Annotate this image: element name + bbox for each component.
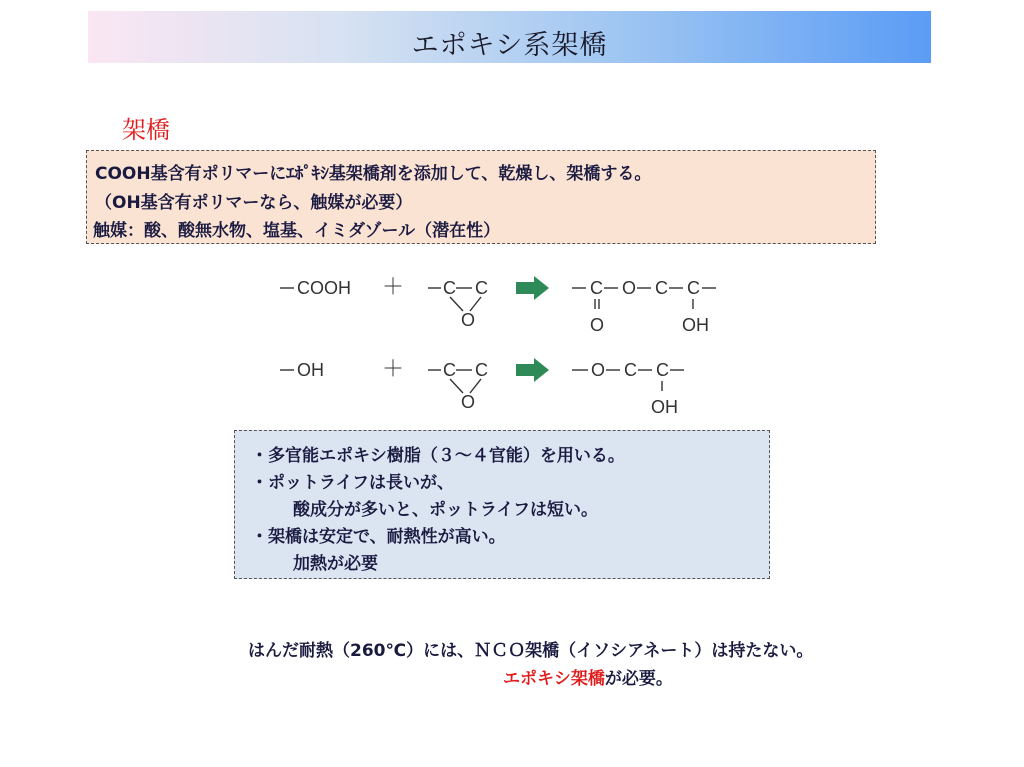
r2-arrow-icon xyxy=(516,358,549,382)
notes-line-5: 加熱が必要 xyxy=(293,554,378,574)
title-bar xyxy=(88,11,931,63)
r1-prod-c2: C xyxy=(655,278,668,298)
r2-epoxy-c2: C xyxy=(475,360,488,380)
notes-line-1: ・多官能エポキシ樹脂（３～４官能）を用いる。 xyxy=(251,446,625,466)
notes-line-4: ・架橋は安定で、耐熱性が高い。 xyxy=(251,527,506,547)
r1-epoxy-c2: C xyxy=(475,278,488,298)
reaction-1 xyxy=(280,274,716,335)
r1-arrow-icon xyxy=(516,276,549,300)
bottom-line-1: はんだ耐熱（260℃）には、ＮＣＯ架橋（イソシアネート）は持たない。 xyxy=(248,641,814,661)
bottom-line-2 xyxy=(503,664,673,689)
r1-plus: ＋ xyxy=(382,274,405,299)
r2-plus: ＋ xyxy=(382,356,405,381)
r1-carbonyl-o: O xyxy=(590,315,605,335)
summary-line-2: （OH基含有ポリマーなら、触媒が必要） xyxy=(95,193,413,213)
bottom-rest: が必要。 xyxy=(604,669,673,689)
r1-epoxy-c1: C xyxy=(443,278,456,298)
r2-prod-c1: C xyxy=(624,360,637,380)
r1-prod-o: O xyxy=(622,278,637,298)
notes-box xyxy=(234,430,770,579)
reaction-scheme xyxy=(270,268,750,420)
r2-prod-oh: OH xyxy=(651,397,678,417)
r1-reactant: COOH xyxy=(297,278,351,298)
reaction-2 xyxy=(280,356,684,417)
r2-epoxy-o: O xyxy=(461,392,476,412)
r1-prod-c1: C xyxy=(590,278,603,298)
r1-prod-c3: C xyxy=(687,278,700,298)
r1-epoxy-o: O xyxy=(461,310,476,330)
summary-line-1: COOH基含有ポリマーにｴﾎﾟｷｼ基架橋剤を添加して、乾燥し、架橋する。 xyxy=(95,164,652,184)
summary-box xyxy=(86,150,876,244)
bottom-emphasis: エポキシ架橋 xyxy=(503,669,605,689)
r2-reactant: OH xyxy=(297,360,324,380)
summary-line-3: 触媒：酸、酸無水物、塩基、イミダゾール（潜在性） xyxy=(93,221,501,241)
notes-line-3: 酸成分が多いと、ポットライフは短い。 xyxy=(293,500,598,520)
notes-line-2: ・ポットライフは長いが、 xyxy=(251,473,454,493)
section-heading: 架橋 xyxy=(122,116,170,144)
r2-prod-o: O xyxy=(591,360,606,380)
r2-prod-c2: C xyxy=(656,360,669,380)
r2-epoxy-c1: C xyxy=(443,360,456,380)
r1-prod-oh: OH xyxy=(682,315,709,335)
slide-title: エポキシ系架橋 xyxy=(411,30,608,61)
